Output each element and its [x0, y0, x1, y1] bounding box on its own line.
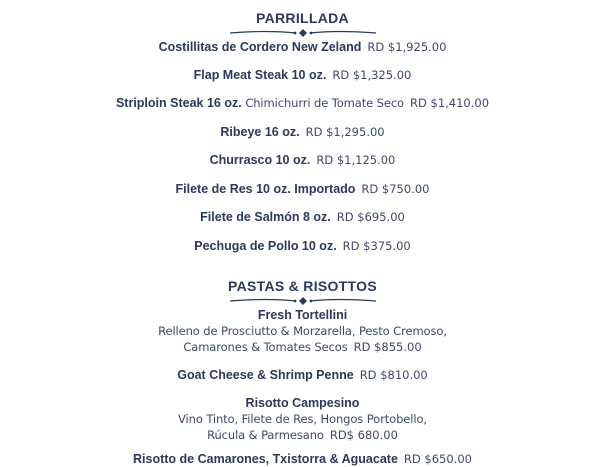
- item-price: RD $1,295.00: [305, 125, 385, 139]
- item-price: RD $855.00: [353, 340, 422, 354]
- item-name: Ribeye 16 oz.: [220, 125, 300, 139]
- item-name: Flap Meat Steak 10 oz.: [193, 68, 327, 82]
- item-price: RD $695.00: [336, 210, 405, 224]
- menu-item-ribeye: [0, 124, 605, 140]
- item-price: RD $750.00: [361, 182, 430, 196]
- item-name: Pechuga de Pollo 10 oz.: [194, 239, 337, 253]
- menu-item-flap-meat: [0, 67, 605, 83]
- item-description: Rúcula & Parmesano: [207, 428, 324, 442]
- section-divider-ornament: [0, 296, 605, 306]
- item-name: Risotto de Camarones, Txistorra & Aguacate: [133, 452, 398, 466]
- item-price: RD $1,410.00: [410, 96, 490, 110]
- item-name: Churrasco 10 oz.: [209, 153, 311, 167]
- item-price: RD $1,925.00: [367, 40, 447, 54]
- menu-item-costillitas: [0, 39, 605, 55]
- item-price: RD $1,325.00: [332, 68, 412, 82]
- menu-item-risotto-campesino: [0, 395, 605, 443]
- item-price: RD $650.00: [403, 452, 472, 466]
- menu-item-pechuga-de-pollo: [0, 238, 605, 254]
- menu-item-goat-cheese-penne: [0, 367, 605, 383]
- item-name: Goat Cheese & Shrimp Penne: [177, 368, 354, 382]
- item-name: Risotto Campesino: [245, 396, 360, 410]
- menu-item-churrasco: [0, 152, 605, 168]
- item-name: Filete de Res 10 oz. Importado: [175, 182, 356, 196]
- item-description: Relleno de Prosciutto & Morzarella, Pesto Cremoso,: [158, 324, 447, 338]
- menu-item-filete-de-salmon: [0, 209, 605, 225]
- menu-item-filete-de-res: [0, 181, 605, 197]
- section-title-parrillada: PARRILLADA: [256, 10, 349, 26]
- item-description: Chimichurri de Tomate Seco: [245, 96, 404, 110]
- item-price: RD $1,125.00: [316, 153, 396, 167]
- item-price: RD $375.00: [342, 239, 411, 253]
- item-name: Striploin Steak 16 oz.: [115, 96, 242, 110]
- item-name: Filete de Salmón 8 oz.: [200, 210, 331, 224]
- item-description: Camarones & Tomates Secos: [183, 340, 348, 354]
- item-description: Vino Tinto, Filete de Res, Hongos Portobello,: [178, 412, 427, 426]
- section-divider-ornament: [0, 28, 605, 38]
- item-price: RD$ 680.00: [329, 428, 398, 442]
- item-name: Costillitas de Cordero New Zeland: [158, 40, 362, 54]
- menu-item-striploin: [0, 95, 605, 111]
- menu-item-fresh-tortellini: [0, 307, 605, 355]
- item-name: Fresh Tortellini: [257, 308, 348, 322]
- item-price: RD $810.00: [359, 368, 428, 382]
- section-title-pastas-risottos: PASTAS & RISOTTOS: [227, 278, 377, 294]
